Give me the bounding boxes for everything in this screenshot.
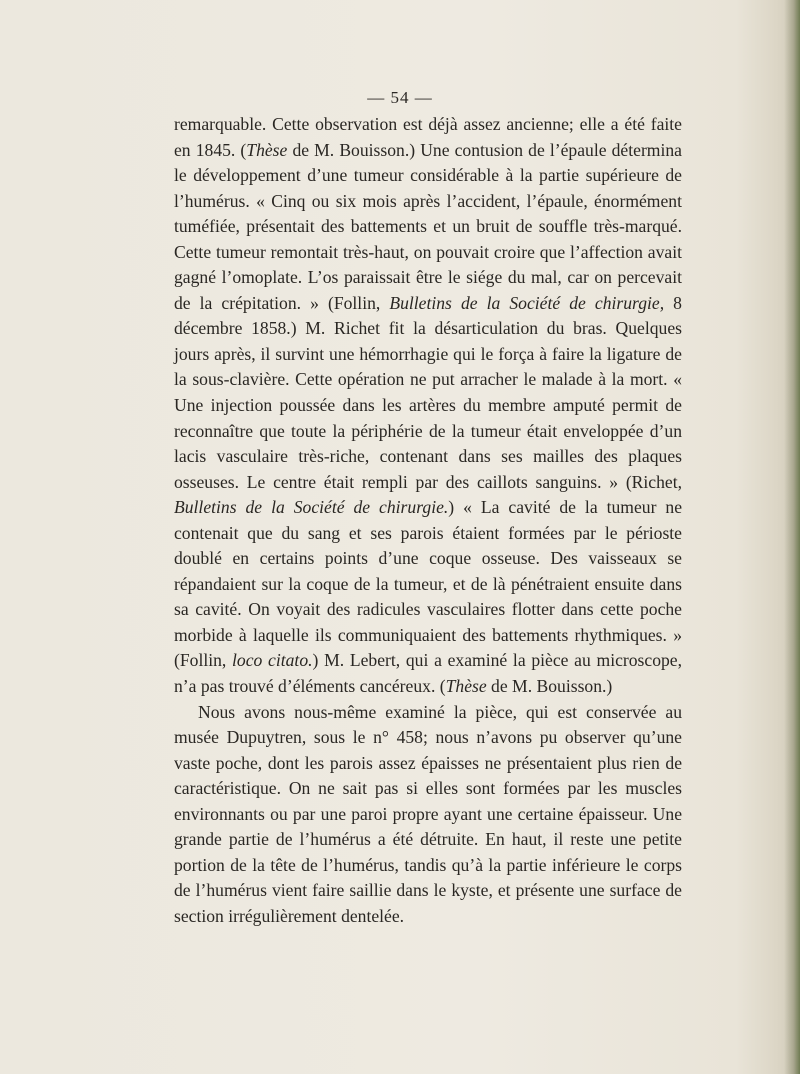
text-run: de M. Bouisson.) xyxy=(486,676,613,697)
italic-run: Thèse xyxy=(246,139,288,160)
italic-run: Bulletins de la Société de chirurgie. xyxy=(174,497,449,518)
page-edge-shadow xyxy=(784,0,800,1074)
body-text xyxy=(174,112,682,930)
italic-run: Bulletins de la Société de chirurgie, xyxy=(389,292,665,313)
page-number: — 54 — xyxy=(367,88,433,107)
text-run: ) « La cavité de la tumeur ne contenait que du sang et ses parois étaient formées par le périoste doublé en certains points d’une coque osseuse. Des vaisseaux se répandaient sur la coque de la tumeur, et de là pénétraient ensuite dans sa cavité. On voyait des radicules vasculaires flotter dans cette poche morbide à laquelle ils communiquaient des battements rhythmiques. » (Follin, xyxy=(174,497,682,671)
text-run: ) M. Lebert, qui a examiné la pièce au microscope, n’a pas trouvé d’éléments cancéreux. ( xyxy=(174,650,683,697)
text-run: remarquable. Cette observation est déjà assez ancienne; elle a été faite en 1845. ( xyxy=(174,114,682,160)
paragraph-2 xyxy=(174,700,682,930)
text-run: de M. Bouisson.) Une contusion de l’épaule détermina le développement d’une tumeur considérable à la partie supérieure de l’humérus. « Cinq ou six mois après l’accident, l’épaule, énormément tuméfiée, présentait des battements et un bruit de souffle très-marqué. Cette tumeur remontait très-haut, on pouvait croire que l’affection avait gagné l’omoplate. L’os paraissait être le siége du mal, car on percevait de la crépitation. » (Follin, xyxy=(174,139,682,313)
paragraph-1 xyxy=(174,112,682,700)
italic-run: loco citato. xyxy=(232,650,313,671)
text-run: 8 décembre 1858.) M. Richet fit la désarticulation du bras. Quelques jours après, il survint une hémorrhagie qui le força à faire la ligature de la sous-clavière. Cette opération ne put arracher le malade à la mort. « Une injection poussée dans les artères du membre amputé permit de reconnaître que toute la périphérie de la tumeur était enveloppée d’un lacis vasculaire très-riche, contenant dans ses mailles des plaques osseuses. Le centre était rempli par des caillots sanguins. » (Richet, xyxy=(174,292,682,492)
text-run: Nous avons nous-même examiné la pièce, qui est conservée au musée Dupuytren, sous le n° 458; nous n’avons pu observer qu’une vaste poche, dont les parois assez épaisses ne présentaient plus rien de caractéristique. On ne sait pas si elles sont formées par les muscles environnants ou par une paroi propre ayant une certaine épaisseur. Une grande partie de l’humérus a été détruite. En haut, il reste une petite portion de la tête de l’humérus, tandis qu’à la partie inférieure le corps de l’humérus vient faire saillie dans le kyste, et présente une surface de section irrégulièrement dentelée. xyxy=(174,701,682,926)
italic-run: Thèse xyxy=(445,676,487,697)
